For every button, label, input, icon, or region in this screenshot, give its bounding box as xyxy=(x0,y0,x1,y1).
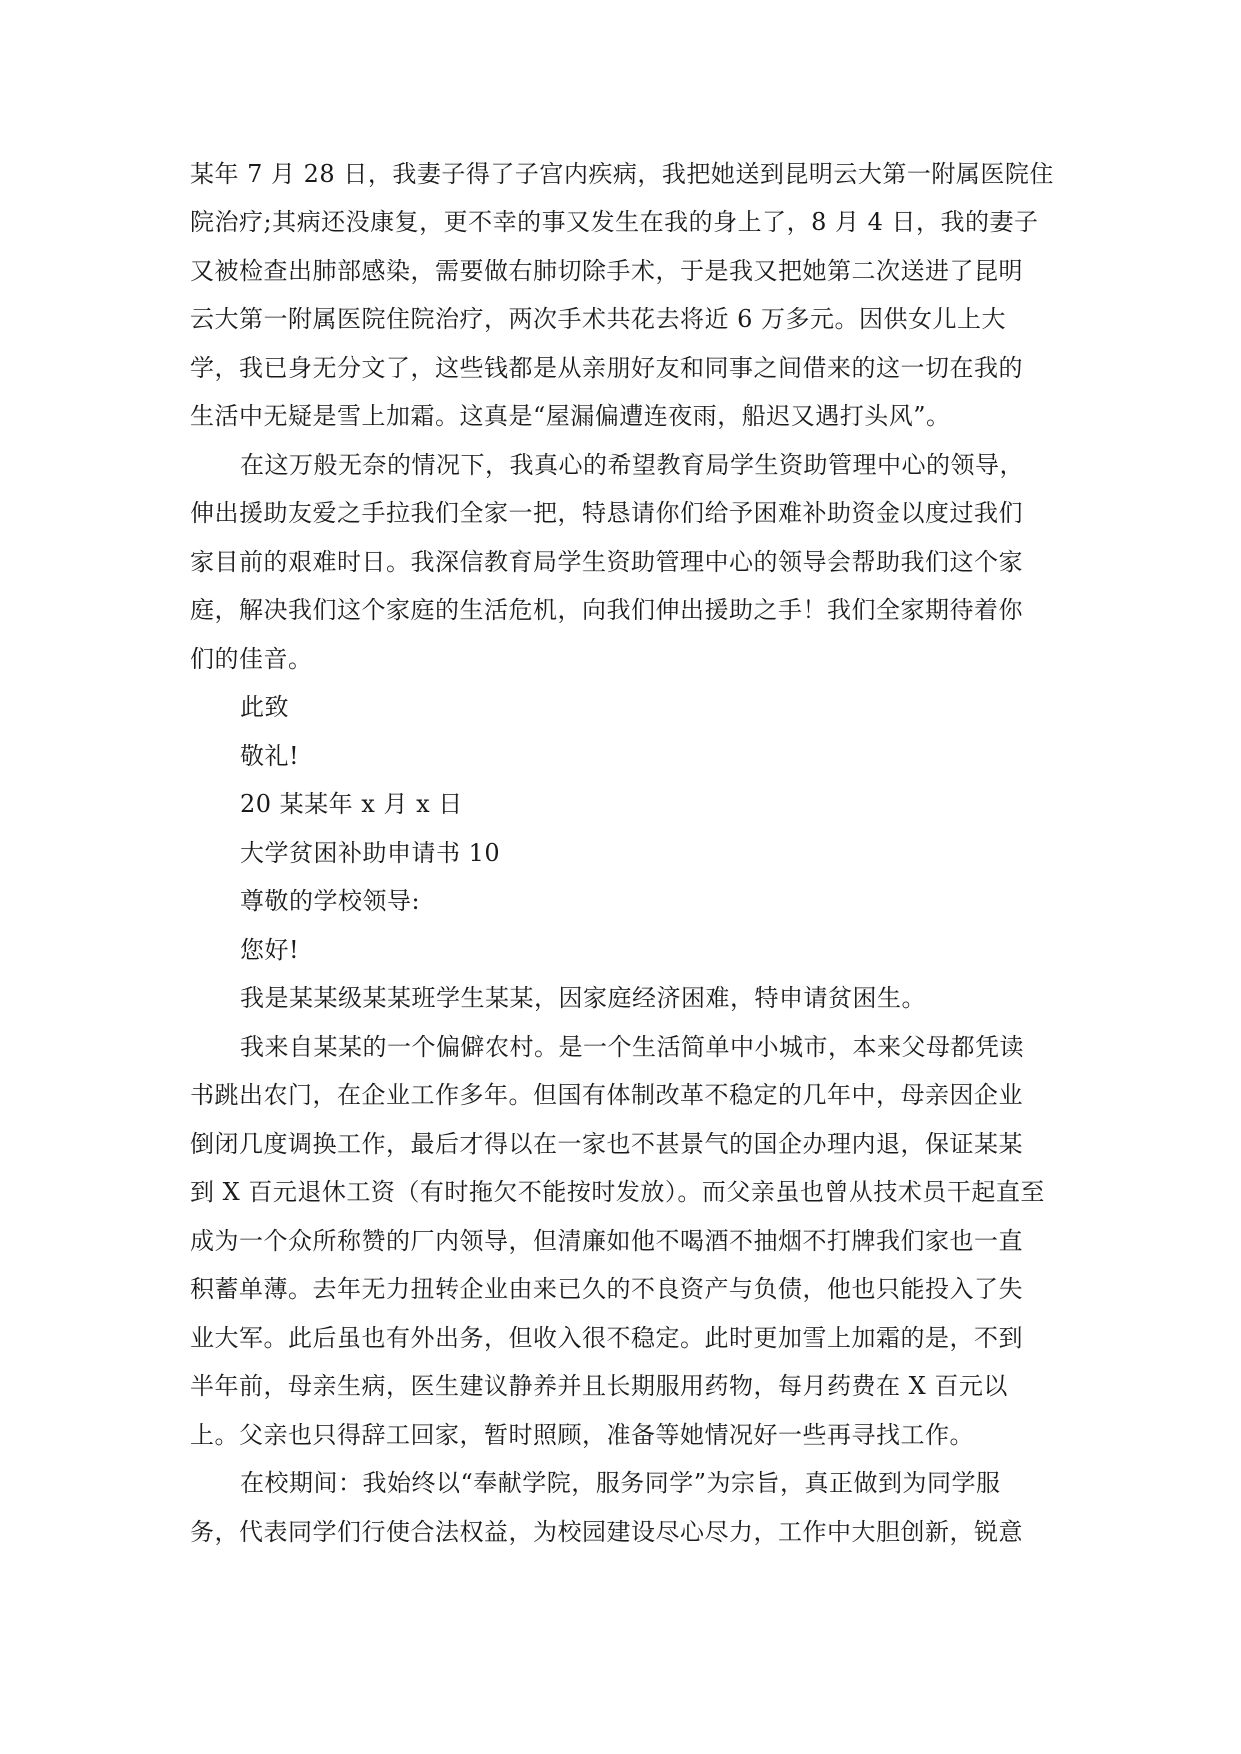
body-text-line: 云大第一附属医院住院治疗，两次手术共花去将近 6 万多元。因供女儿上大 xyxy=(190,305,1007,333)
body-text-line: 家目前的艰难时日。我深信教育局学生资助管理中心的领导会帮助我们这个家 xyxy=(190,548,1023,576)
body-text-line: 学，我已身无分文了，这些钱都是从亲朋好友和同事之间借来的这一切在我的 xyxy=(190,354,1023,382)
body-text-line: 务，代表同学们行使合法权益，为校园建设尽心尽力，工作中大胆创新，锐意 xyxy=(190,1518,1023,1546)
salutation-regards: 敬礼! xyxy=(240,742,300,770)
paragraph-start-line: 我是某某级某某班学生某某，因家庭经济困难，特申请贫困生。 xyxy=(240,984,926,1012)
body-text-line: 倒闭几度调换工作，最后才得以在一家也不甚景气的国企办理内退，保证某某 xyxy=(190,1130,1023,1158)
body-text-line: 某年 7 月 28 日，我妻子得了子宫内疾病，我把她送到昆明云大第一附属医院住 xyxy=(190,160,1054,188)
letter-greeting: 尊敬的学校领导: xyxy=(240,887,421,915)
body-text-line: 业大军。此后虽也有外出务，但收入很不稳定。此时更加雪上加霜的是，不到 xyxy=(190,1324,1023,1352)
body-text-line: 庭，解决我们这个家庭的生活危机，向我们伸出援助之手！我们全家期待着你 xyxy=(190,596,1023,624)
body-text-line: 书跳出农门，在企业工作多年。但国有体制改革不稳定的几年中，母亲因企业 xyxy=(190,1081,1023,1109)
paragraph-start-line: 在这万般无奈的情况下，我真心的希望教育局学生资助管理中心的领导， xyxy=(240,451,1024,479)
body-text-line: 到 X 百元退休工资（有时拖欠不能按时发放）。而父亲虽也曾从技术员干起直至 xyxy=(190,1178,1045,1206)
letter-date: 20 某某年 x 月 x 日 xyxy=(240,790,463,818)
paragraph-start-line: 在校期间：我始终以“奉献学院，服务同学”为宗旨，真正做到为同学服 xyxy=(240,1469,1001,1497)
letter-greeting-hello: 您好! xyxy=(240,936,300,964)
body-text-line: 院治疗;其病还没康复，更不幸的事又发生在我的身上了，8 月 4 日，我的妻子 xyxy=(190,208,1039,236)
body-text-line: 半年前，母亲生病，医生建议静养并且长期服用药物，每月药费在 X 百元以 xyxy=(190,1372,1008,1400)
body-text-line: 生活中无疑是雪上加霜。这真是“屋漏偏遭连夜雨，船迟又遇打头风”。 xyxy=(190,402,951,430)
salutation-closing: 此致 xyxy=(240,693,289,721)
section-title: 大学贫困补助申请书 10 xyxy=(240,839,501,867)
body-text-line: 成为一个众所称赞的厂内领导，但清廉如他不喝酒不抽烟不打牌我们家也一直 xyxy=(190,1227,1023,1255)
body-text-line: 伸出援助友爱之手拉我们全家一把，特恳请你们给予困难补助资金以度过我们 xyxy=(190,499,1023,527)
body-text-line: 积蓄单薄。去年无力扭转企业由来已久的不良资产与负债，他也只能投入了失 xyxy=(190,1275,1023,1303)
body-text-line: 上。父亲也只得辞工回家，暂时照顾，准备等她情况好一些再寻找工作。 xyxy=(190,1421,974,1449)
body-text-line: 又被检查出肺部感染，需要做右肺切除手术，于是我又把她第二次送进了昆明 xyxy=(190,257,1023,285)
body-text-line: 们的佳音。 xyxy=(190,645,313,673)
paragraph-start-line: 我来自某某的一个偏僻农村。是一个生活简单中小城市，本来父母都凭读 xyxy=(240,1033,1024,1061)
